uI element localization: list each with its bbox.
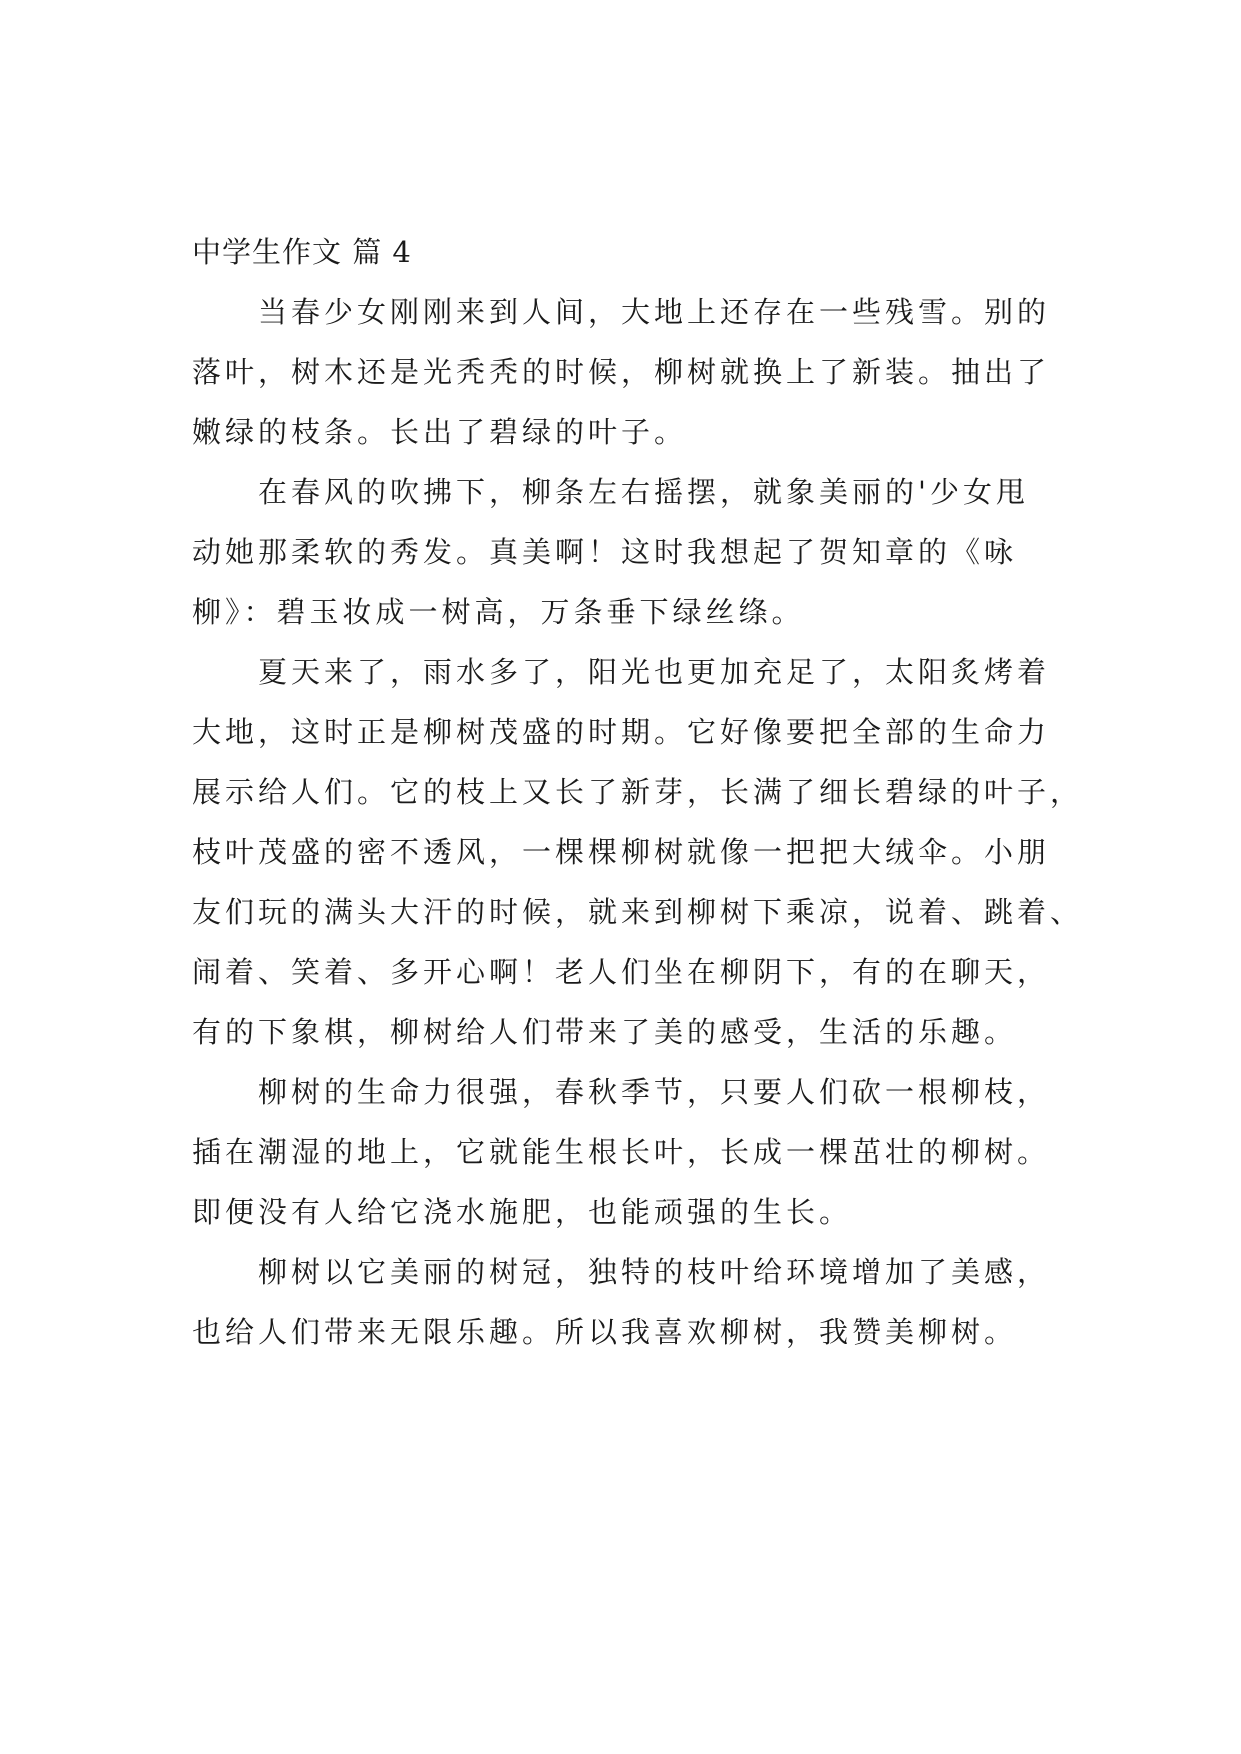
text-line: 有的下象棋，柳树给人们带来了美的感受，生活的乐趣。 [192, 1015, 1018, 1049]
text-line: 枝叶茂盛的密不透风，一棵棵柳树就像一把把大绒伞。小朋 [192, 835, 1051, 869]
text-line: 友们玩的满头大汗的时候，就来到柳树下乘凉，说着、跳着、 [192, 895, 1084, 929]
text-line: 柳树的生命力很强，春秋季节，只要人们砍一根柳枝， [258, 1075, 1051, 1109]
essay-title: 中学生作文 篇 4 [192, 235, 412, 269]
text-line: 闹着、笑着、多开心啊！老人们坐在柳阴下，有的在聊天， [192, 955, 1051, 989]
text-line: 柳》：碧玉妆成一树高，万条垂下绿丝绦。 [192, 595, 805, 629]
text-line: 展示给人们。它的枝上又长了新芽，长满了细长碧绿的叶子， [192, 775, 1084, 809]
text-line: 在春风的吹拂下，柳条左右摇摆，就象美丽的'少女甩 [258, 475, 1029, 509]
text-line: 即便没有人给它浇水施肥，也能顽强的生长。 [192, 1195, 853, 1229]
text-line: 插在潮湿的地上，它就能生根长叶，长成一棵茁壮的柳树。 [192, 1135, 1051, 1169]
text-line: 落叶，树木还是光秃秃的时候，柳树就换上了新装。抽出了 [192, 355, 1051, 389]
text-line: 动她那柔软的秀发。真美啊！这时我想起了贺知章的《咏 [192, 535, 1018, 569]
essay-body [192, 222, 1084, 1362]
text-line: 大地，这时正是柳树茂盛的时期。它好像要把全部的生命力 [192, 715, 1051, 749]
text-line: 柳树以它美丽的树冠，独特的枝叶给环境增加了美感， [258, 1255, 1051, 1289]
text-line: 嫩绿的枝条。长出了碧绿的叶子。 [192, 415, 688, 449]
text-line: 也给人们带来无限乐趣。所以我喜欢柳树，我赞美柳树。 [192, 1315, 1018, 1349]
text-line: 夏天来了，雨水多了，阳光也更加充足了，太阳炙烤着 [258, 655, 1051, 689]
text-line: 当春少女刚刚来到人间，大地上还存在一些残雪。别的 [258, 295, 1051, 329]
